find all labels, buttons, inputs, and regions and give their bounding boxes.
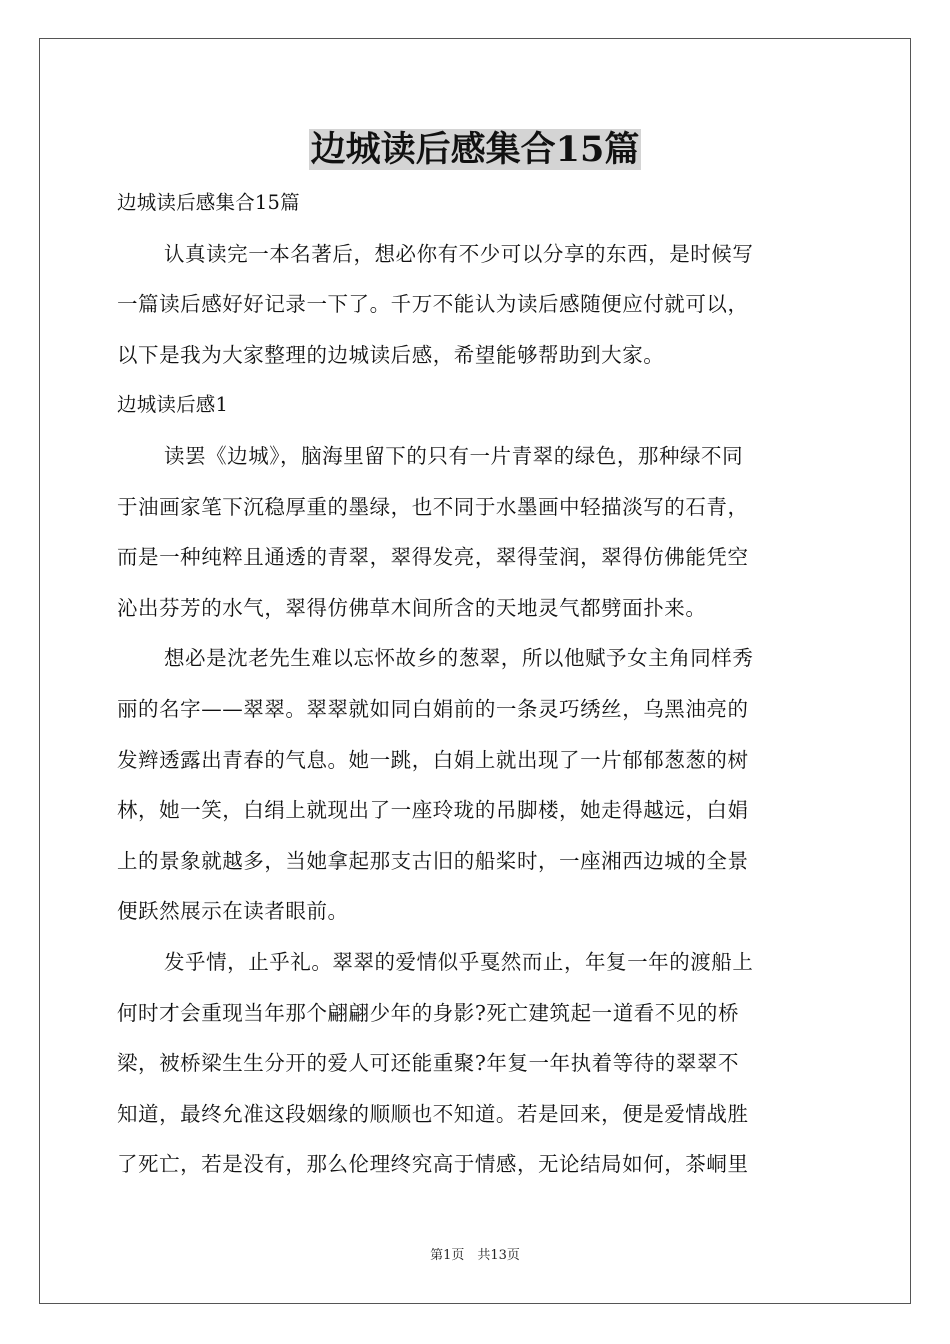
document-body bbox=[117, 178, 837, 1190]
section-label: 边城读后感1 bbox=[117, 393, 229, 417]
paragraph-line: 林，她一笑，白绢上就现出了一座玲珑的吊脚楼，她走得越远，白娟 bbox=[117, 798, 749, 823]
paragraph-line: 于油画家笔下沉稳厚重的墨绿，也不同于水墨画中轻描淡写的石青， bbox=[117, 494, 749, 519]
paragraph-line: 便跃然展示在读者眼前。 bbox=[117, 899, 349, 924]
paragraph-line: 梁，被桥梁生生分开的爱人可还能重聚?年复一年执着等待的翠翠不 bbox=[117, 1051, 739, 1076]
paragraph-line: 上的景象就越多，当她拿起那支古旧的船桨时，一座湘西边城的全景 bbox=[117, 848, 749, 873]
paragraph-line: 想必是沈老先生难以忘怀故乡的葱翠，所以他赋予女主角同样秀 bbox=[164, 646, 754, 671]
paragraph-line: 以下是我为大家整理的边城读后感，希望能够帮助到大家。 bbox=[117, 342, 665, 367]
paragraph-line: 发辫透露出青春的气息。她一跳，白娟上就出现了一片郁郁葱葱的树 bbox=[117, 747, 749, 772]
page-footer: 第1页 共13页 bbox=[430, 1248, 520, 1263]
paragraph-line: 丽的名字——翠翠。翠翠就如同白娟前的一条灵巧绣丝，乌黑油亮的 bbox=[117, 696, 749, 721]
paragraph-line: 沁出芬芳的水气，翠得仿佛草木间所含的天地灵气都劈面扑来。 bbox=[117, 595, 707, 620]
document-title-wrapper bbox=[0, 124, 950, 176]
paragraph-line: 而是一种纯粹且通透的青翠，翠得发亮，翠得莹润，翠得仿佛能凭空 bbox=[117, 545, 749, 570]
paragraph-line: 认真读完一本名著后，想必你有不少可以分享的东西，是时候写 bbox=[164, 241, 754, 266]
section-label: 边城读后感集合15篇 bbox=[117, 191, 300, 214]
paragraph-line: 知道，最终允准这段姻缘的顺顺也不知道。若是回来，便是爱情战胜 bbox=[117, 1101, 749, 1126]
paragraph-line: 读罢《边城》，脑海里留下的只有一片青翠的绿色，那种绿不同 bbox=[164, 443, 744, 468]
paragraph-line: 发乎情，止乎礼。翠翠的爱情似乎戛然而止，年复一年的渡船上 bbox=[164, 949, 754, 974]
paragraph-line: 何时才会重现当年那个翩翩少年的身影?死亡建筑起一道看不见的桥 bbox=[117, 1000, 739, 1025]
paragraph-line: 一篇读后感好好记录一下了。千万不能认为读后感随便应付就可以， bbox=[117, 292, 749, 317]
paragraph-line: 了死亡，若是没有，那么伦理终究高于情感，无论结局如何，茶峒里 bbox=[117, 1152, 749, 1177]
document-title: 边城读后感集合15篇 bbox=[310, 129, 640, 170]
